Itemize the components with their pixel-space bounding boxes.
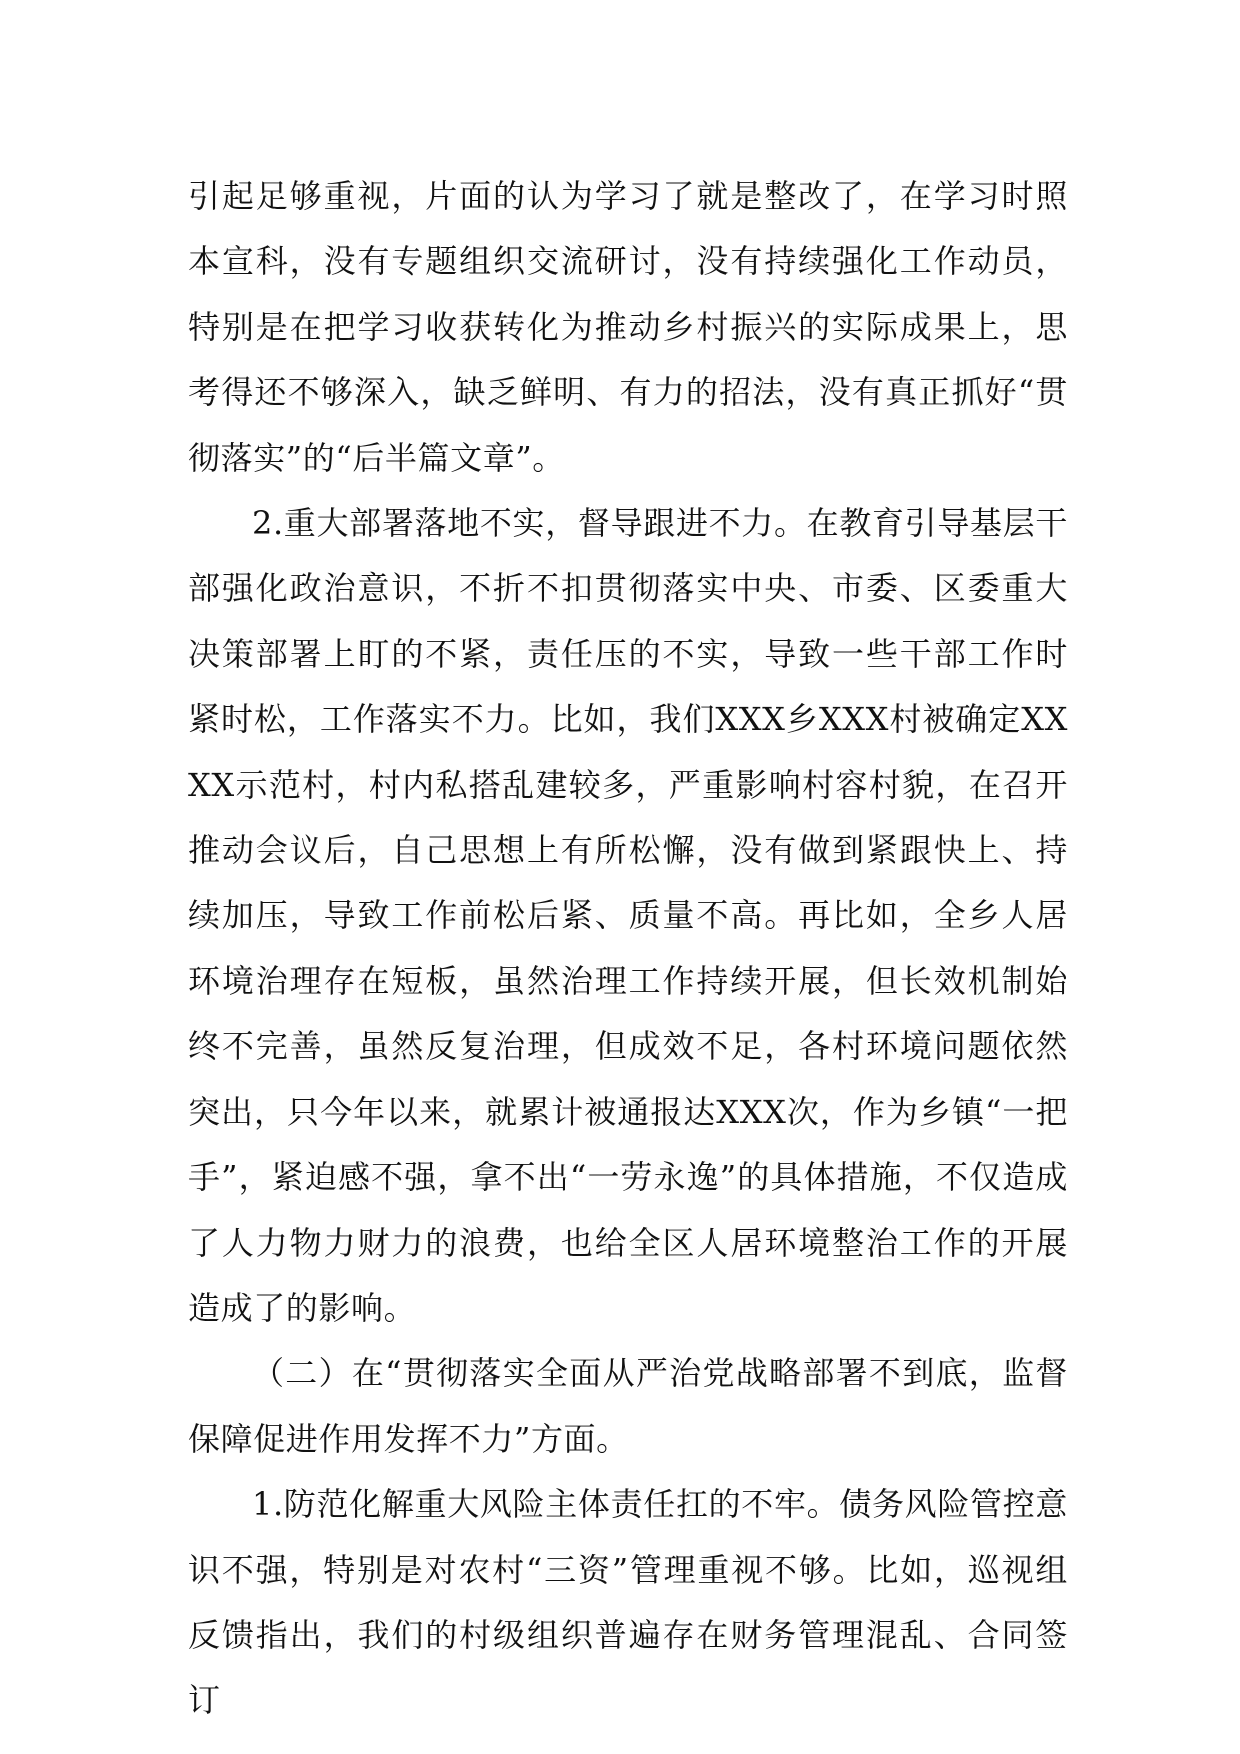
document-body <box>188 164 1068 1734</box>
section-heading-2: （二）在“贯彻落实全面从严治党战略部署不到底，监督保障促进作用发挥不力”方面。 <box>188 1354 1068 1458</box>
paragraph-item-2: 2.重大部署落地不实，督导跟进不力。在教育引导基层干部强化政治意识，不折不扣贯彻落实中央、市委、区委重大决策部署上盯的不紧，责任压的不实，导致一些干部工作时紧时松，工作落实不力。比如，我们XXX乡XXX村被确定XXXX示范村，村内私搭乱建较多，严重影响村容村貌，在召开推动会议后，自己思想上有所松懈，没有做到紧跟快上、持续加压，导致工作前松后紧、质量不高。再比如，全乡人居环境治理存在短板，虽然治理工作持续开展，但长效机制始终不完善，虽然反复治理，但成效不足，各村环境问题依然突出，只今年以来，就累计被通报达XXX次，作为乡镇“一把手”，紧迫感不强，拿不出“一劳永逸”的具体措施，不仅造成了人力物力财力的浪费，也给全区人居环境整治工作的开展造成了的影响。 <box>188 504 1068 1327</box>
paragraph-continuation: 引起足够重视，片面的认为学习了就是整改了，在学习时照本宣科，没有专题组织交流研讨，没有持续强化工作动员，特别是在把学习收获转化为推动乡村振兴的实际成果上，思考得还不够深入，缺乏鲜明、有力的招法，没有真正抓好“贯彻落实”的“后半篇文章”。 <box>188 177 1068 477</box>
paragraph-item-1: 1.防范化解重大风险主体责任扛的不牢。债务风险管控意识不强，特别是对农村“三资”管理重视不够。比如，巡视组反馈指出，我们的村级组织普遍存在财务管理混乱、合同签订 <box>188 1485 1068 1720</box>
